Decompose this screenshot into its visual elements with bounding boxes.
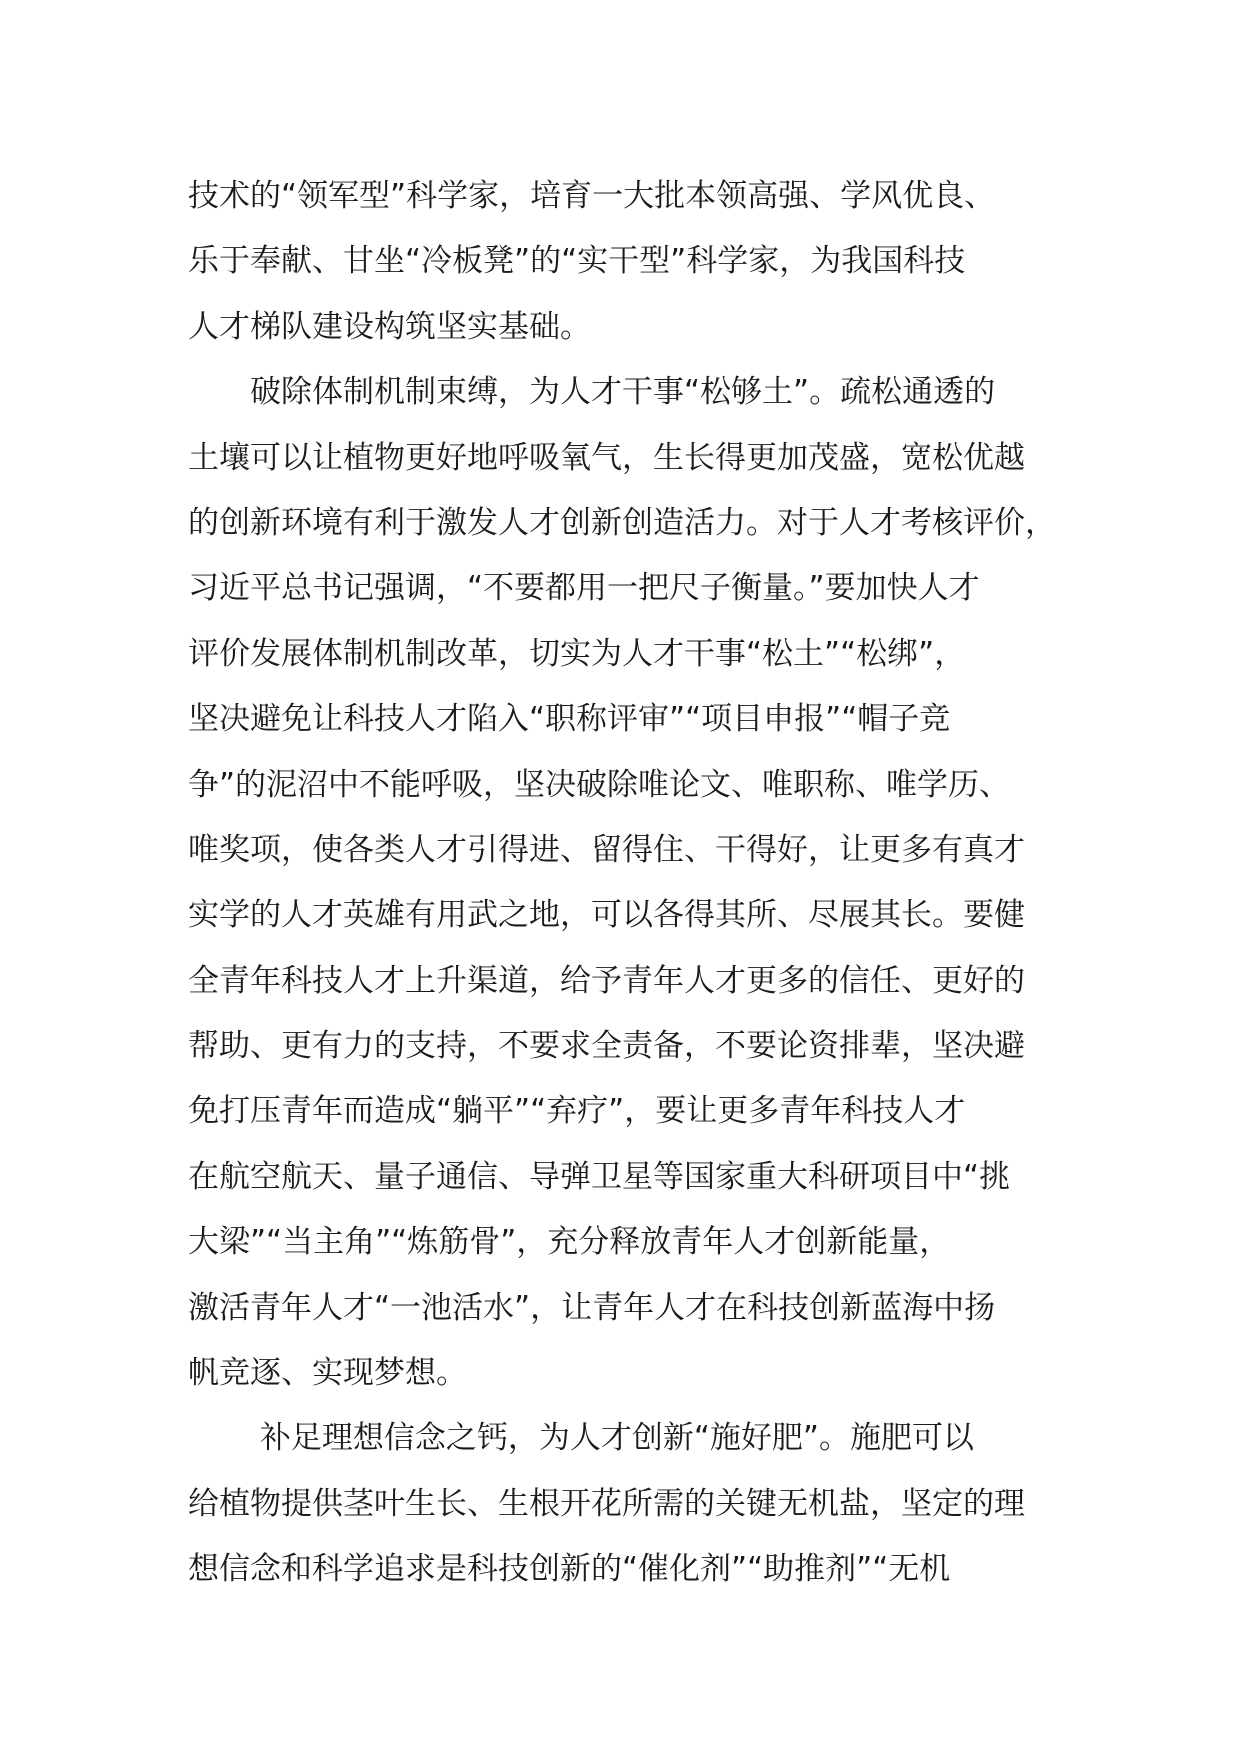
paragraph-start-line: 补足理想信念之钙，为人才创新“施好肥”。施肥可以 <box>188 1420 974 1457</box>
text-line: 帆竞逐、实现梦想。 <box>188 1355 467 1392</box>
text-line: 乐于奉献、甘坐“冷板凳”的“实干型”科学家，为我国科技 <box>188 243 966 280</box>
text-line: 在航空航天、量子通信、导弹卫星等国家重大科研项目中“挑 <box>188 1158 1011 1195</box>
text-line: 免打压青年而造成“躺平”“弃疗”，要让更多青年科技人才 <box>188 1093 966 1130</box>
text-line: 习近平总书记强调，“不要都用一把尺子衡量。”要加快人才 <box>188 570 980 607</box>
text-line: 给植物提供茎叶生长、生根开花所需的关键无机盐，坚定的理 <box>188 1485 1025 1522</box>
text-line: 技术的“领军型”科学家，培育一大批本领高强、学风优良、 <box>188 178 996 214</box>
text-line: 激活青年人才“一池活水”，让青年人才在科技创新蓝海中扬 <box>188 1289 996 1326</box>
text-line: 大梁”“当主角”“炼筋骨”，充分释放青年人才创新能量， <box>188 1224 951 1261</box>
text-line: 实学的人才英雄有用武之地，可以各得其所、尽展其长。要健 <box>188 897 1025 934</box>
text-line: 想信念和科学追求是科技创新的“催化剂”“助推剂”“无机 <box>188 1551 951 1588</box>
text-line: 帮助、更有力的支持，不要求全责备，不要论资排辈，坚决避 <box>188 1028 1025 1065</box>
text-line: 唯奖项，使各类人才引得进、留得住、干得好，让更多有真才 <box>188 831 1025 868</box>
body-text <box>188 164 1088 1603</box>
paragraph-start-line: 破除体制机制束缚，为人才干事“松够土”。疏松通透的 <box>188 374 996 411</box>
text-line: 人才梯队建设构筑坚实基础。 <box>188 308 591 345</box>
text-line: 争”的泥沼中不能呼吸，坚决破除唯论文、唯职称、唯学历、 <box>188 766 1011 803</box>
text-line: 坚决避免让科技人才陷入“职称评审”“项目申报”“帽子竞 <box>188 701 951 738</box>
text-line: 评价发展体制机制改革，切实为人才干事“松土”“松绑”， <box>188 635 966 672</box>
text-line: 的创新环境有利于激发人才创新创造活力。对于人才考核评价， <box>188 504 1056 541</box>
text-line: 全青年科技人才上升渠道，给予青年人才更多的信任、更好的 <box>188 962 1025 999</box>
text-line: 土壤可以让植物更好地呼吸氧气，生长得更加茂盛，宽松优越 <box>188 439 1025 476</box>
